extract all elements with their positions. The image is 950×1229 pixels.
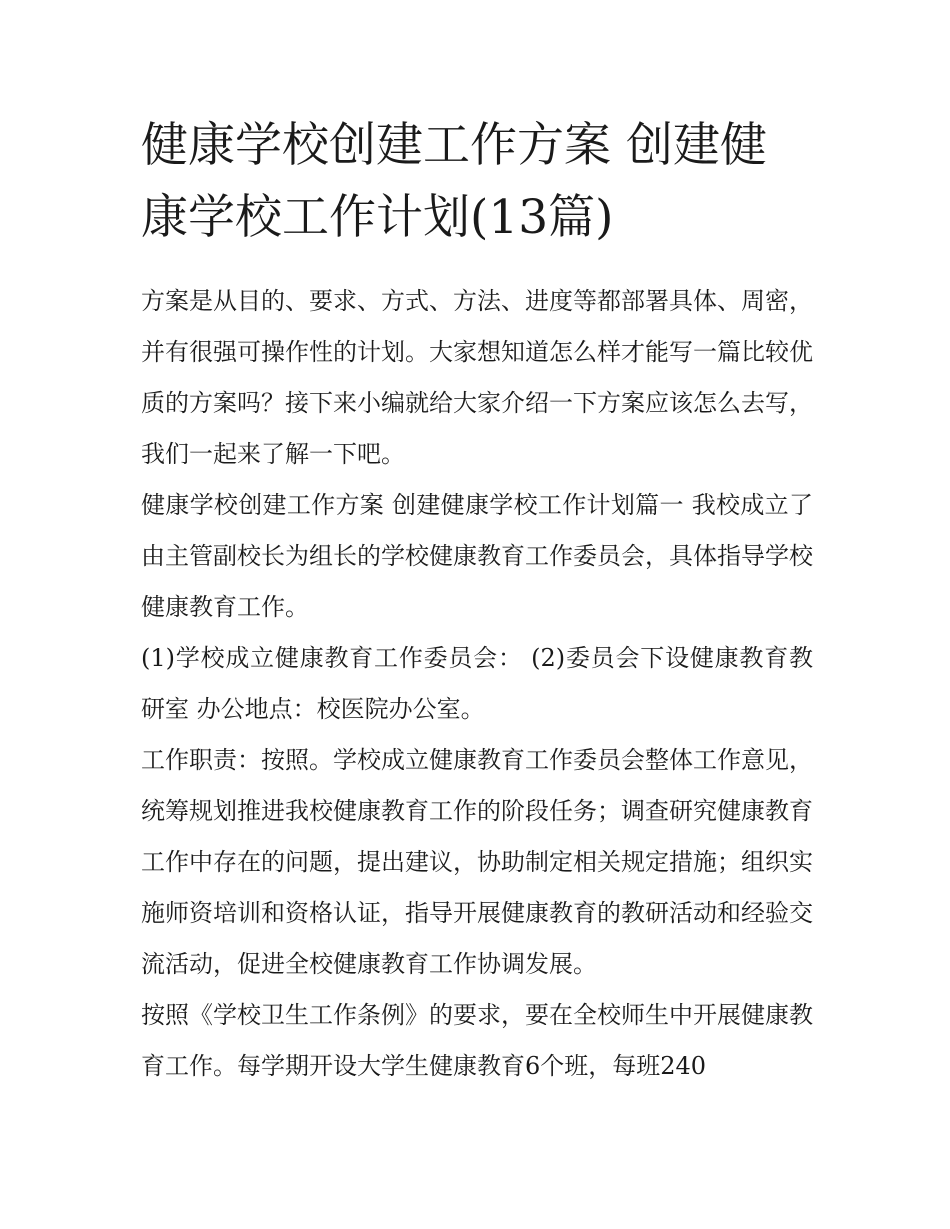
paragraph-intro: 方案是从目的、要求、方式、方法、进度等都部署具体、周密，并有很强可操作性的计划。大家想知道怎么样才能写一篇比较优质的方案吗？接下来小编就给大家介绍一下方案应该怎么去写，我们一起来了解一下吧。	[141, 287, 813, 468]
paragraph-regulations: 按照《学校卫生工作条例》的要求，要在全校师生中开展健康教育工作。每学期开设大学生健康教育6个班，每班240	[141, 1001, 813, 1080]
paragraph-committee: (1)学校成立健康教育工作委员会： (2)委员会下设健康教育教研室 办公地点：校医院办公室。	[141, 644, 813, 723]
document-page	[141, 110, 813, 1092]
paragraph-duties: 工作职责：按照。学校成立健康教育工作委员会整体工作意见，统筹规划推进我校健康教育工作的阶段任务；调查研究健康教育工作中存在的问题，提出建议，协助制定相关规定措施；组织实施师资培训和资格认证，指导开展健康教育的教研活动和经验交流活动，促进全校健康教育工作协调发展。	[141, 746, 813, 978]
paragraph-plan-one: 健康学校创建工作方案 创建健康学校工作计划篇一 我校成立了由主管副校长为组长的学校健康教育工作委员会，具体指导学校健康教育工作。	[141, 491, 813, 621]
document-title: 健康学校创建工作方案 创建健康学校工作计划(13篇)	[141, 118, 767, 245]
